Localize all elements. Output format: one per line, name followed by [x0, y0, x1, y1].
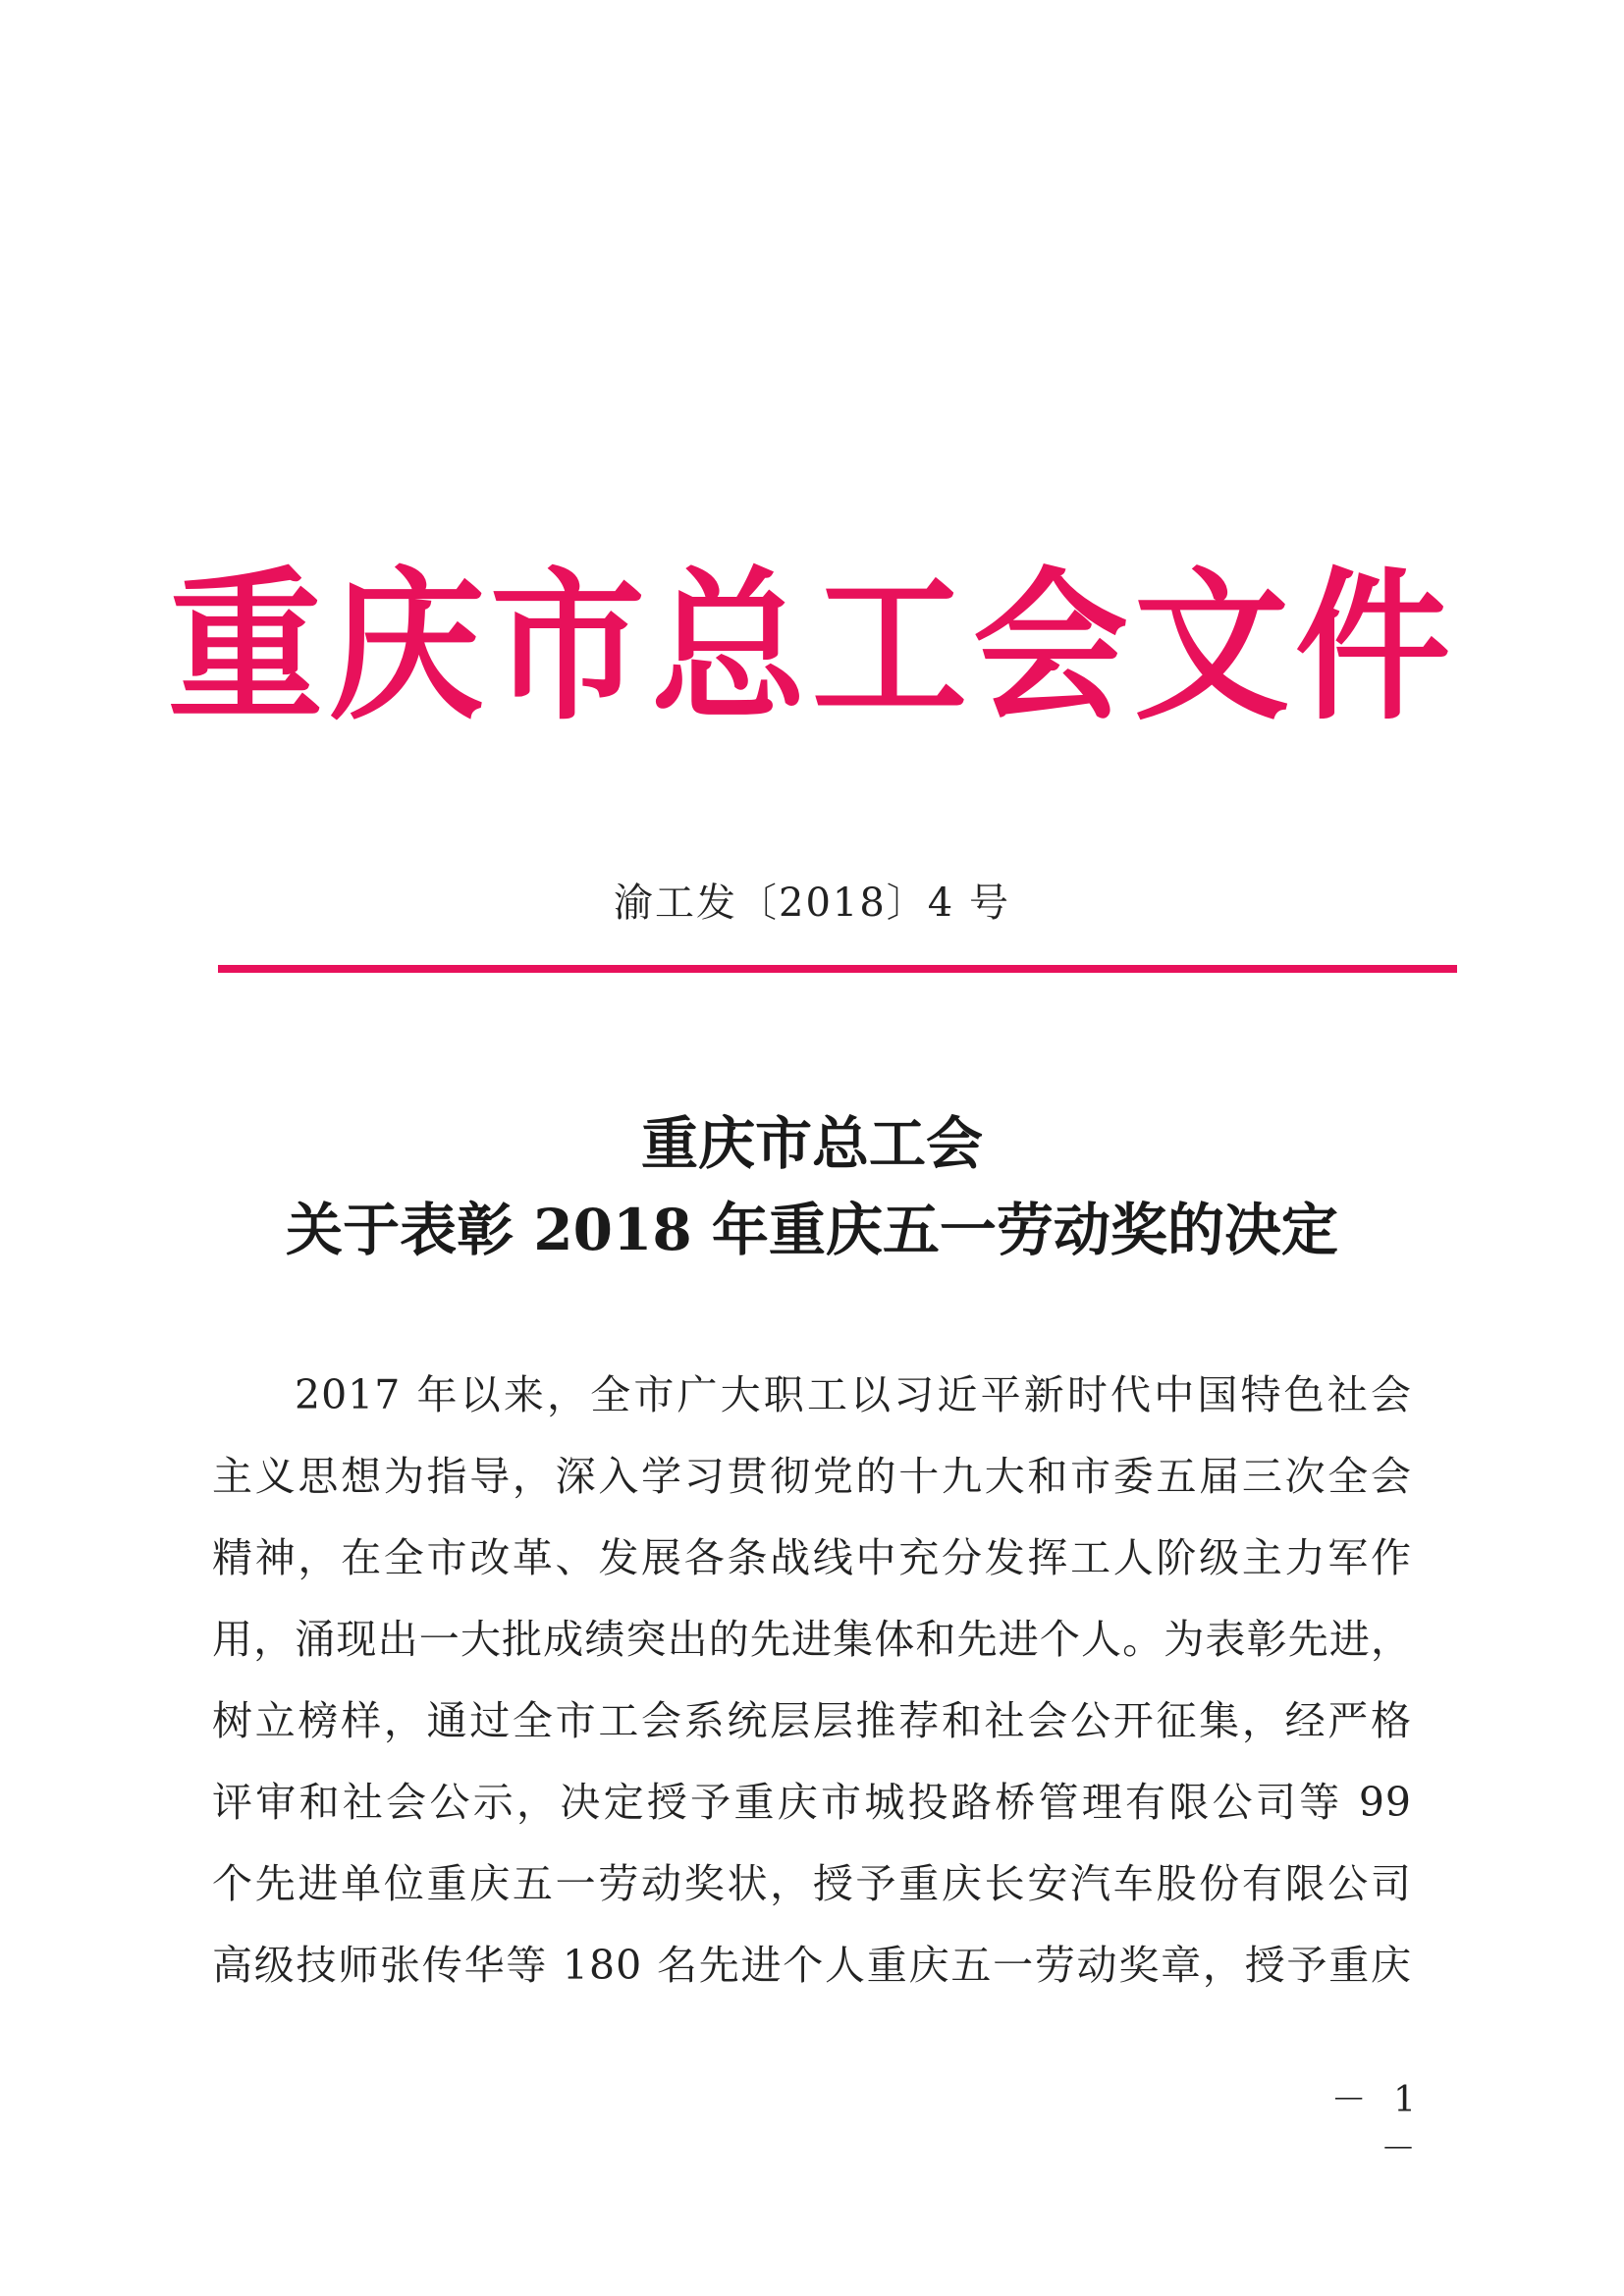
body-line: 用，涌现出一大批成绩突出的先进集体和先进个人。为表彰先进，	[212, 1616, 1412, 1663]
masthead-title: 重庆市总工会文件	[168, 553, 1456, 743]
red-divider-line	[218, 965, 1457, 973]
body-line: 精神，在全市改革、发展各条战线中充分发挥工人阶级主力军作	[212, 1534, 1412, 1581]
title-issuer: 重庆市总工会	[640, 1110, 983, 1177]
body-line: 2017 年以来，全市广大职工以习近平新时代中国特色社会	[295, 1371, 1412, 1418]
body-line: 树立榜样，通过全市工会系统层层推荐和社会公开征集，经严格	[212, 1697, 1412, 1744]
body-line: 高级技师张传华等 180 名先进个人重庆五一劳动奖章，授予重庆	[212, 1942, 1412, 1989]
document-number: 渝工发〔2018〕4 号	[614, 881, 1010, 926]
body-text	[212, 1355, 1412, 2006]
page-number: － 1 －	[1330, 2080, 1424, 2169]
body-line: 个先进单位重庆五一劳动奖状，授予重庆长安汽车股份有限公司	[212, 1860, 1412, 1907]
body-line: 评审和社会公示，决定授予重庆市城投路桥管理有限公司等 99	[212, 1779, 1412, 1826]
body-line: 主义思想为指导，深入学习贯彻党的十九大和市委五届三次全会	[212, 1453, 1412, 1500]
title-subject: 关于表彰 2018 年重庆五一劳动奖的决定	[286, 1197, 1338, 1263]
